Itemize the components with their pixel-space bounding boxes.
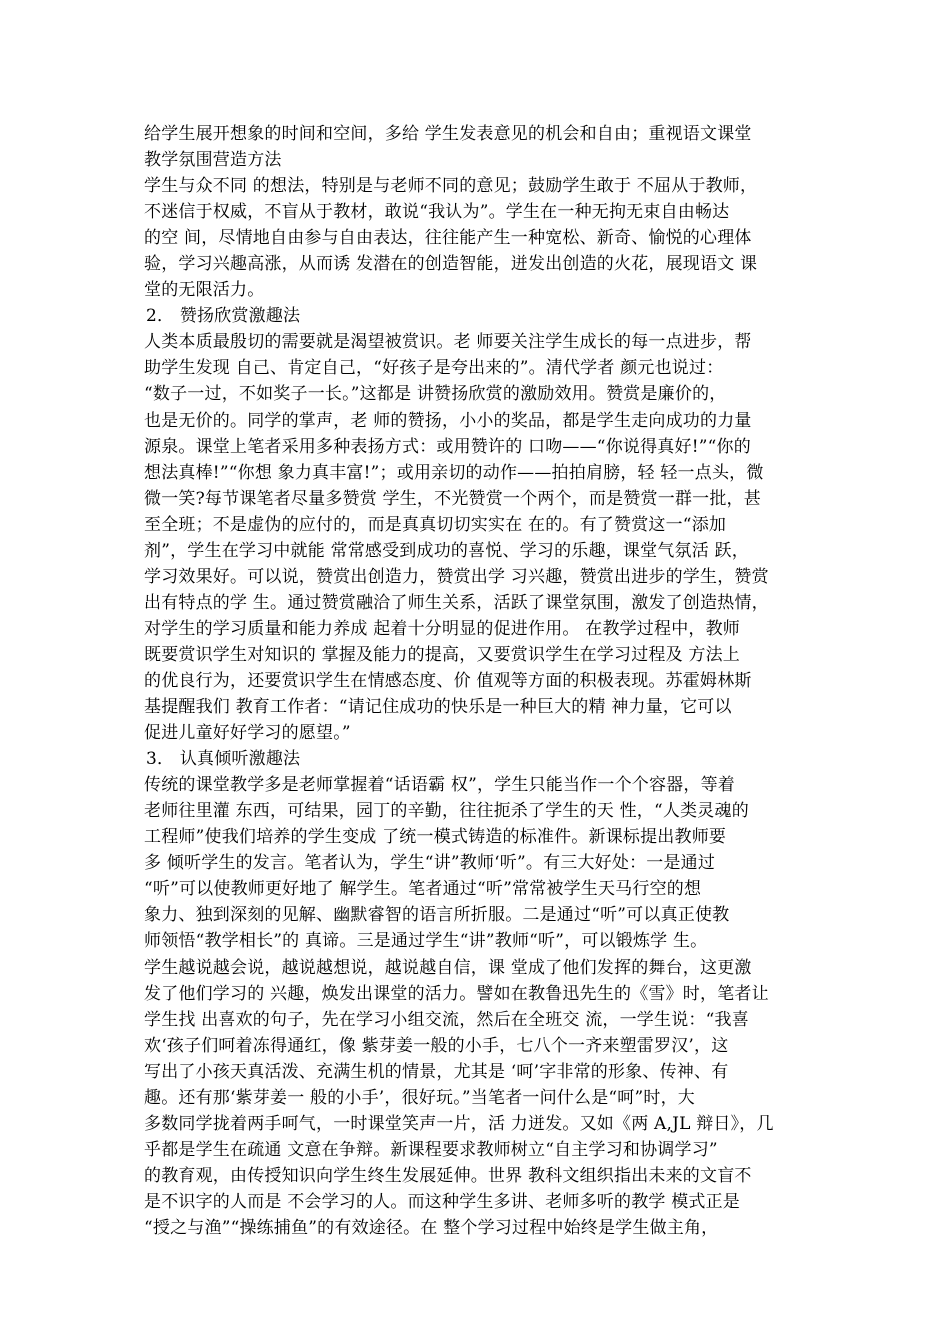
text-line: 给学生展开想象的时间和空间，多给 学生发表意见的机会和自由；重视语文课堂 <box>144 124 752 144</box>
text-line: 剂”，学生在学习中就能 常常感受到成功的喜悦、学习的乐趣，课堂气氛活 跃， <box>144 540 749 561</box>
text-line: 学习效果好。可以说，赞赏出创造力，赞赏出学 习兴趣，赞赏出进步的学生，赞赏 <box>144 566 769 587</box>
text-line: 的优良行为，还要赏识学生在情感态度、价 值观等方面的积极表现。苏霍姆林斯 <box>144 670 752 691</box>
text-line: 学生越说越会说，越说越想说，越说越自信，课 堂成了他们发挥的舞台，这更激 <box>144 957 752 978</box>
text-line: 堂的无限活力。 <box>144 280 265 301</box>
body-text <box>144 121 816 1241</box>
text-line: 想法真棒!”“你想 象力真丰富!”；或用亲切的动作——拍拍肩膀，轻 轻一点头，微 <box>144 462 764 483</box>
text-line: 是不识字的人而是 不会学习的人。而这种学生多讲、老师多听的教学 模式正是 <box>144 1191 741 1212</box>
text-line: 的空 间，尽情地自由参与自由表达，往往能产生一种宽松、新奇、愉悦的心理体 <box>144 228 752 249</box>
section-heading: 3． 认真倾听激趣法 <box>146 749 301 770</box>
text-line: “听”可以使教师更好地了 解学生。笔者通过“听”常常被学生天马行空的想 <box>144 879 702 900</box>
text-line: “授之与渔”“操练捕鱼”的有效途径。在 整个学习过程中始终是学生做主角， <box>144 1217 719 1238</box>
text-line: 象力、独到深刻的见解、幽默睿智的语言所折服。二是通过“听”可以真正使教 <box>144 905 730 926</box>
text-line: 乎都是学生在疏通 文意在争辩。新课程要求教师树立“自主学习和协调学习” <box>144 1139 718 1160</box>
text-line: 基提醒我们 教育工作者：“请记住成功的快乐是一种巨大的精 神力量，它可以 <box>144 697 732 718</box>
text-line: 学生与众不同 的想法，特别是与老师不同的意见；鼓励学生敢于 不屈从于教师， <box>144 176 758 197</box>
text-line: 至全班；不是虚伪的应付的，而是真真切切实实在 在的。有了赞赏这一“添加 <box>144 514 727 535</box>
text-line: “数子一过，不如奖子一长。”这都是 讲赞扬欣赏的激励效用。赞赏是廉价的， <box>144 384 727 405</box>
text-line: 师领悟“教学相长”的 真谛。三是通过学生“讲”教师“听”，可以锻炼学 生。 <box>144 931 708 952</box>
text-line: 工程师”使我们培养的学生变成 了统一模式铸造的标准件。新课标提出教师要 <box>144 827 727 848</box>
text-line: 传统的课堂教学多是老师掌握着“话语霸 权”，学生只能当作一个个容器，等着 <box>144 775 735 796</box>
text-line: 多 倾听学生的发言。笔者认为，学生“讲”教师‘听”。有三大好处：一是通过 <box>144 853 716 874</box>
text-line: 教学氛围营造方法 <box>144 150 282 171</box>
text-line: 趣。还有那‘紫芽姜一 般的小手’，很好玩。”当笔者一问什么是“呵”时，大 <box>144 1087 695 1108</box>
text-line: 促进儿童好好学习的愿望。” <box>144 723 351 744</box>
text-line: 不迷信于权威，不盲从于教材，敢说“我认为”。学生在一种无拘无束自由畅达 <box>144 202 730 223</box>
text-line: 出有特点的学 生。通过赞赏融洽了师生关系，活跃了课堂氛围，激发了创造热情， <box>144 592 769 613</box>
text-line: 验，学习兴趣高涨，从而诱 发潜在的创造智能，迸发出创造的火花，展现语文 课 <box>144 254 758 275</box>
section-heading: 2． 赞扬欣赏激趣法 <box>146 306 301 327</box>
text-line: 微一笑?每节课笔者尽量多赞赏 学生，不光赞赏一个两个，而是赞赏一群一批，甚 <box>144 488 761 509</box>
text-line: 写出了小孩天真活泼、充满生机的情景，尤其是 ‘呵’字非常的形象、传神、有 <box>144 1061 729 1082</box>
text-line: 欢‘孩子们呵着冻得通红，像 紫芽姜一般的小手，七八个一齐来塑雷罗汉’，这 <box>144 1035 729 1056</box>
text-line: 发了他们学习的 兴趣，焕发出课堂的活力。譬如在教鲁迅先生的《雪》时，笔者让 <box>144 983 769 1004</box>
text-line: 的教育观，由传授知识向学生终生发展延伸。世界 教科文组织指出未来的文盲不 <box>144 1165 752 1186</box>
text-line: 老师往里灌 东西，可结果，园丁的辛勤，往往扼杀了学生的天 性，“人类灵魂的 <box>144 801 749 822</box>
text-line: 既要赏识学生对知识的 掌握及能力的提高，又要赏识学生在学习过程及 方法上 <box>144 644 741 665</box>
text-line: 源泉。课堂上笔者采用多种表扬方式：或用赞许的 口吻——“你说得真好!”“你的 <box>144 436 751 457</box>
text-line: 学生找 出喜欢的句子，先在学习小组交流，然后在全班交 流，一学生说：“我喜 <box>144 1009 749 1030</box>
text-line: 人类本质最殷切的需要就是渴望被赏识。老 师要关注学生成长的每一点进步，帮 <box>144 332 752 353</box>
text-line: 多数同学拢着两手呵气，一时课堂笑声一片，活 力迸发。又如《两 A,JL 辩日》，几 <box>144 1113 774 1134</box>
text-line: 对学生的学习质量和能力养成 起着十分明显的促进作用。 在教学过程中，教师 <box>144 618 741 639</box>
text-line: 也是无价的。同学的掌声，老 师的赞扬，小小的奖品，都是学生走向成功的力量 <box>144 410 752 431</box>
text-line: 助学生发现 自己、肯定自己，“好孩子是夸出来的”。清代学者 颜元也说过： <box>144 358 724 379</box>
